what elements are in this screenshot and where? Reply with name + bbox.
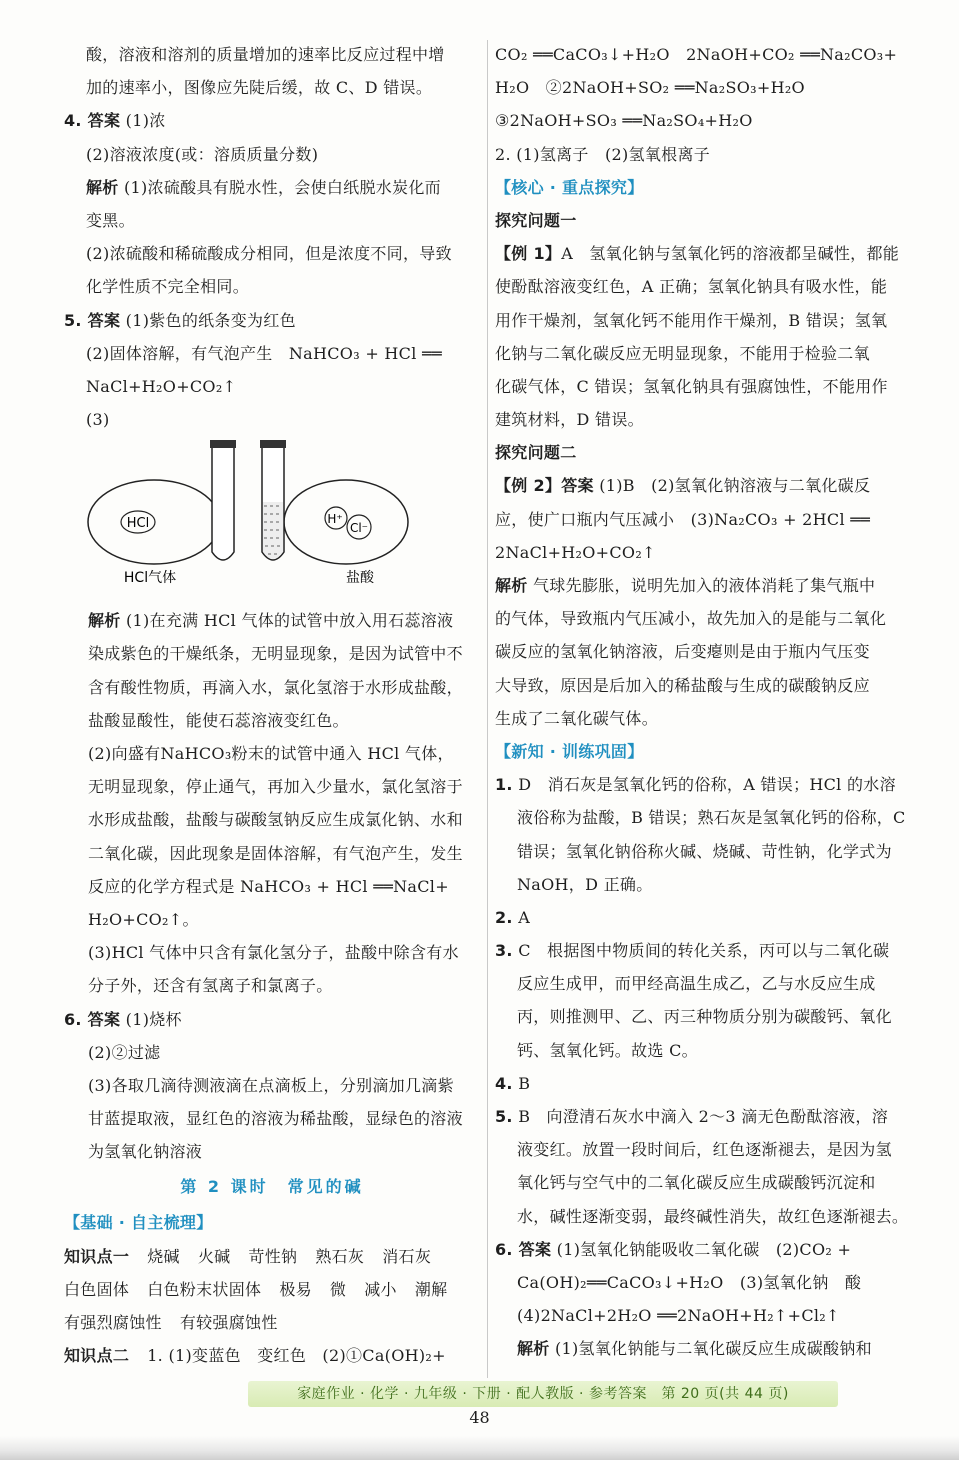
line-text: (2)向盛有NaHCO₃粉末的试管中通入 HCl 气体， bbox=[88, 744, 454, 763]
answer-word: 火碱 bbox=[197, 1246, 231, 1266]
text-line bbox=[495, 602, 909, 635]
line-text: 应，使广口瓶内气压减小 (3)Na₂CO₃ + 2HCl ══ bbox=[495, 509, 871, 529]
text-line bbox=[64, 1069, 480, 1102]
text-line bbox=[495, 635, 909, 668]
kp1-label: 知识点一 bbox=[64, 1246, 130, 1266]
answer-word: 烧碱 bbox=[147, 1246, 180, 1266]
text-line bbox=[64, 38, 480, 71]
text-line bbox=[64, 171, 480, 204]
line-text: 的气体，导致瓶内气压减小，故先加入的是能与二氧化 bbox=[495, 609, 887, 629]
gas-molecule-label: HCl bbox=[126, 516, 150, 532]
practice-block bbox=[495, 768, 909, 1365]
left-text-block-1 bbox=[64, 38, 480, 436]
line-text: (1)在充满 HCl 气体的试管中放入用石蕊溶液 bbox=[120, 611, 454, 631]
answer-word: 潮解 bbox=[414, 1279, 448, 1299]
line-text: 含有酸性物质，再滴入水，氯化氢溶于水形成盐酸， bbox=[88, 677, 463, 697]
text-line bbox=[64, 337, 480, 370]
text-line bbox=[64, 1003, 480, 1036]
line-text: (1)紫色的纸条变为红色 bbox=[120, 310, 296, 330]
text-line bbox=[64, 1102, 480, 1135]
text-line bbox=[495, 835, 909, 868]
text-line bbox=[495, 569, 909, 602]
section-core-row bbox=[495, 171, 909, 204]
line-text: 无明显现象，停止通气，再加入少量水，氯化氢溶于 bbox=[88, 777, 463, 797]
label-prefix: 6. 答案 bbox=[495, 1239, 552, 1259]
line-text: (1)B (2)氢氧化钠溶液与二氧化碳反 bbox=[593, 476, 871, 496]
text-line bbox=[64, 138, 480, 171]
text-line bbox=[495, 138, 909, 171]
line-text: 钙、氢氧化钙。故选 C。 bbox=[517, 1040, 698, 1060]
line-text: 液俗称为盐酸，B 错误；熟石灰是氢氧化钙的俗称，C bbox=[517, 808, 906, 828]
page-edge-shadow bbox=[0, 1436, 959, 1460]
text-line bbox=[495, 337, 909, 370]
text-line bbox=[64, 637, 480, 670]
tube-left bbox=[210, 440, 236, 560]
text-line bbox=[495, 1266, 909, 1299]
line-text: 化学性质不完全相同。 bbox=[86, 277, 250, 297]
question-1-heading: 探究问题一 bbox=[495, 210, 577, 230]
kp2-row bbox=[64, 1339, 480, 1372]
line-text: 使酚酞溶液变红色，A 正确；氢氧化钠具有吸水性，能 bbox=[495, 277, 888, 297]
text-line bbox=[495, 669, 909, 702]
text-line bbox=[495, 1200, 909, 1233]
line-text: 为氢氧化钠溶液 bbox=[88, 1142, 203, 1162]
text-line bbox=[64, 837, 480, 870]
line-text: (1)氢氧化钠能吸收二氧化碳 (2)CO₂ + bbox=[551, 1239, 852, 1259]
line-text: (2)浓硫酸和稀硫酸成分相同，但是浓度不同，导致 bbox=[86, 244, 452, 264]
left-text-block-2 bbox=[64, 604, 480, 1168]
text-line bbox=[495, 1067, 909, 1100]
label-prefix: 解析 bbox=[88, 611, 121, 631]
text-line bbox=[64, 403, 480, 436]
text-line bbox=[495, 237, 909, 270]
left-column bbox=[64, 38, 480, 1372]
line-text: 化钠与二氧化碳反应无明显现象，不能用于检验二氧 bbox=[495, 343, 870, 363]
line-text: 加的速率小，图像应先陡后缓，故 C、D 错误。 bbox=[86, 78, 433, 98]
text-line bbox=[64, 1135, 480, 1168]
kp2-label: 知识点二 bbox=[64, 1346, 130, 1366]
text-line bbox=[64, 304, 480, 337]
text-line bbox=[64, 936, 480, 969]
text-line bbox=[495, 38, 909, 71]
line-text: (3)HCl 气体中只含有氯化氢分子，盐酸中除含有水 bbox=[88, 943, 459, 963]
answer-word: 极易 bbox=[279, 1279, 312, 1299]
line-text: 分子外，还含有氢离子和氯离子。 bbox=[88, 976, 333, 996]
text-line bbox=[64, 803, 480, 836]
text-line bbox=[495, 370, 909, 403]
answer-word: 有强烈腐蚀性 bbox=[64, 1313, 162, 1332]
text-line bbox=[64, 270, 480, 303]
line-text: A 氢氧化钠与氢氧化钙的溶液都呈碱性，都能 bbox=[561, 244, 900, 264]
hcl-diagram-svg bbox=[64, 436, 480, 604]
ion-h-label: H⁺ bbox=[327, 512, 343, 527]
text-line bbox=[64, 237, 480, 270]
text-line bbox=[495, 1233, 909, 1266]
text-line bbox=[495, 1299, 909, 1332]
text-line bbox=[64, 969, 480, 1002]
line-text: 反应的化学方程式是 NaHCO₃ + HCl ══NaCl+ bbox=[88, 876, 449, 896]
line-text: (2)溶液浓度(或：溶质质量分数) bbox=[86, 144, 319, 164]
line-text: 大导致，原因是后加入的稀盐酸与生成的碳酸钠反应 bbox=[495, 675, 870, 695]
example-2-block bbox=[495, 469, 909, 735]
answer-word: 白色粉末状固体 bbox=[147, 1279, 262, 1299]
section-basic-row bbox=[64, 1206, 480, 1239]
text-line bbox=[64, 671, 480, 704]
line-text: 液变红。放置一段时间后，红色逐渐褪去，是因为氢 bbox=[517, 1140, 892, 1160]
line-text: Ca(OH)₂══CaCO₃↓+H₂O (3)氢氧化钠 酸 bbox=[517, 1272, 862, 1292]
hcl-diagram bbox=[64, 436, 480, 604]
line-text: (1)烧杯 bbox=[120, 1009, 182, 1029]
text-line bbox=[495, 304, 909, 337]
answer-word: 苛性钠 bbox=[248, 1246, 298, 1266]
answer-word: 有较强腐蚀性 bbox=[179, 1313, 278, 1332]
answer-word: 白色固体 bbox=[64, 1279, 130, 1299]
text-line bbox=[495, 901, 909, 934]
kp1-items bbox=[147, 1247, 449, 1266]
tube-right bbox=[260, 440, 286, 560]
text-line bbox=[495, 868, 909, 901]
line-text: (1)浓 bbox=[120, 111, 166, 131]
text-line bbox=[495, 469, 909, 502]
label-prefix: 2. bbox=[495, 907, 513, 927]
text-line bbox=[495, 934, 909, 967]
line-text: (3)各取几滴待测液滴在点滴板上，分别滴加几滴紫 bbox=[88, 1075, 454, 1095]
line-text: NaCl+H₂O+CO₂↑ bbox=[86, 376, 237, 396]
text-line bbox=[495, 503, 909, 536]
line-text: 变黑。 bbox=[86, 210, 135, 230]
line-text: 建筑材料，D 错误。 bbox=[495, 410, 644, 430]
ions bbox=[325, 507, 371, 539]
gas-molecule bbox=[121, 511, 155, 533]
label-prefix: 3. bbox=[495, 941, 513, 961]
text-line bbox=[64, 737, 480, 770]
text-line bbox=[495, 967, 909, 1000]
label-prefix: 1. bbox=[495, 775, 513, 795]
text-line bbox=[64, 604, 480, 637]
text-line bbox=[495, 104, 909, 137]
line-text: (4)2NaCl+2H₂O ══2NaOH+H₂↑+Cl₂↑ bbox=[517, 1306, 840, 1326]
acid-label: 盐酸 bbox=[346, 570, 374, 587]
line-text: NaOH，D 正确。 bbox=[517, 874, 653, 894]
line-text: 反应生成甲，而甲经高温生成乙，乙与水反应生成 bbox=[517, 974, 876, 994]
section-new-row bbox=[495, 735, 909, 768]
text-line bbox=[495, 536, 909, 569]
gas-ellipse bbox=[88, 480, 220, 564]
line-text: (1)浓硫酸具有脱水性，会使白纸脱水炭化而 bbox=[118, 177, 441, 197]
line-text: 2. (1)氢离子 (2)氢氧根离子 bbox=[495, 144, 711, 164]
line-text: 水形成盐酸，盐酸与碳酸氢钠反应生成氯化钠、水和 bbox=[88, 810, 463, 830]
line-text: 错误；氢氧化钠俗称火碱、烧碱、苛性钠，化学式为 bbox=[517, 841, 892, 861]
text-line bbox=[64, 204, 480, 237]
kp2-text: 1. (1)变蓝色 变红色 (2)①Ca(OH)₂+ bbox=[147, 1346, 446, 1366]
gas-label: HCl气体 bbox=[123, 570, 177, 587]
text-line bbox=[495, 1100, 909, 1133]
question-2-heading: 探究问题二 bbox=[495, 443, 577, 463]
line-text: A bbox=[512, 907, 531, 927]
right-text-block-1 bbox=[495, 38, 909, 171]
section-basic-heading: 【基础 · 自主梳理】 bbox=[64, 1213, 213, 1233]
label-prefix: 解析 bbox=[517, 1339, 550, 1359]
text-line bbox=[495, 270, 909, 303]
line-text: 碳反应的氢氧化钠溶液，后变瘪则是由于瓶内气压变 bbox=[495, 642, 870, 662]
column-divider bbox=[487, 40, 488, 1378]
text-line bbox=[495, 1166, 909, 1199]
text-line bbox=[495, 1034, 909, 1067]
line-text: 水，碱性逐渐变弱，最终碱性消失，故红色逐渐褪去。 bbox=[517, 1206, 909, 1226]
text-line bbox=[64, 870, 480, 903]
lesson-title: 第 2 课时 常见的碱 bbox=[180, 1177, 364, 1197]
line-text: 化碳气体，C 错误；氢氧化钠具有强腐蚀性，不能用作 bbox=[495, 376, 888, 396]
line-text: B bbox=[512, 1073, 531, 1093]
line-text: C 根据图中物质间的转化关系，丙可以与二氧化碳 bbox=[512, 941, 890, 961]
line-text: 气球先膨胀，说明先加入的液体消耗了集气瓶中 bbox=[527, 576, 876, 595]
text-line bbox=[64, 1036, 480, 1069]
label-prefix: 解析 bbox=[86, 177, 119, 197]
text-line bbox=[64, 71, 480, 104]
label-prefix: 5. bbox=[495, 1107, 513, 1126]
line-text: 盐酸显酸性，能使石蕊溶液变红色。 bbox=[88, 710, 349, 730]
section-new-heading: 【新知 · 训练巩固】 bbox=[495, 741, 644, 761]
line-text: 丙，则推测甲、乙、丙三种物质分别为碳酸钙、氧化 bbox=[517, 1007, 892, 1027]
section-core-heading: 【核心 · 重点探究】 bbox=[495, 177, 644, 197]
text-line bbox=[495, 403, 909, 436]
line-text: 甘蓝提取液，显红色的溶液为稀盐酸，显绿色的溶液 bbox=[88, 1109, 463, 1129]
line-text: CO₂ ══CaCO₃↓+H₂O 2NaOH+CO₂ ══Na₂CO₃+ bbox=[495, 45, 898, 64]
answer-word: 消石灰 bbox=[382, 1246, 432, 1266]
text-line bbox=[495, 1133, 909, 1166]
label-prefix: 解析 bbox=[495, 576, 528, 595]
text-line bbox=[64, 370, 480, 403]
kp1-row bbox=[64, 1240, 480, 1273]
answer-word: 熟石灰 bbox=[315, 1246, 365, 1266]
label-prefix: 4. 答案 bbox=[64, 111, 121, 131]
text-line bbox=[64, 104, 480, 137]
line-text: 用作干燥剂，氢氧化钙不能用作干燥剂，B 错误；氢氧 bbox=[495, 310, 888, 330]
line-text: (1)氢氧化钠能与二氧化碳反应生成碳酸钠和 bbox=[549, 1339, 872, 1359]
text-line bbox=[495, 768, 909, 801]
line-text: H₂O ②2NaOH+SO₂ ══Na₂SO₃+H₂O bbox=[495, 78, 805, 98]
page-number: 48 bbox=[469, 1408, 490, 1427]
label-prefix: 5. 答案 bbox=[64, 310, 121, 330]
text-line bbox=[64, 903, 480, 936]
line-text: H₂O+CO₂↑。 bbox=[88, 909, 199, 929]
line-text: 生成了二氧化碳气体。 bbox=[495, 708, 659, 728]
label-prefix: 6. 答案 bbox=[64, 1009, 121, 1029]
line-text: ③2NaOH+SO₃ ══Na₂SO₄+H₂O bbox=[495, 111, 753, 131]
label-prefix: 4. bbox=[495, 1073, 513, 1093]
line-text: 氧化钙与空气中的二氧化碳反应生成碳酸钙沉淀和 bbox=[517, 1173, 876, 1193]
ion-cl-label: Cl⁻ bbox=[349, 521, 369, 536]
text-line bbox=[495, 1332, 909, 1365]
line-text: 酸，溶液和溶剂的质量增加的速率比反应过程中增 bbox=[86, 45, 445, 64]
text-line bbox=[495, 71, 909, 104]
label-prefix: 【例 1】 bbox=[495, 244, 562, 264]
line-text: B 向澄清石灰水中滴入 2～3 滴无色酚酞溶液，溶 bbox=[512, 1107, 888, 1126]
text-line bbox=[495, 801, 909, 834]
text-line bbox=[495, 702, 909, 735]
kp1-line2 bbox=[64, 1273, 480, 1306]
right-column bbox=[495, 38, 909, 1366]
footer-band: 家庭作业 · 化学 · 九年级 · 下册 · 配人教版 · 参考答案 第 20 页(共 44 页) bbox=[248, 1381, 838, 1407]
text-line bbox=[64, 704, 480, 737]
line-text: (2)②过滤 bbox=[88, 1042, 161, 1062]
line-text: D 消石灰是氢氧化钙的俗称，A 错误；HCl 的水溶 bbox=[512, 775, 896, 795]
label-prefix: 【例 2】答案 bbox=[495, 476, 594, 496]
text-line bbox=[495, 1000, 909, 1033]
line-text: (2)固体溶解，有气泡产生 NaHCO₃ + HCl ══ bbox=[86, 343, 442, 363]
example-1-block bbox=[495, 237, 909, 436]
line-text: 2NaCl+H₂O+CO₂↑ bbox=[495, 542, 656, 562]
line-text: 二氧化碳，因此现象是固体溶解，有气泡产生，发生 bbox=[88, 843, 463, 863]
line-text: (3) bbox=[86, 410, 110, 430]
kp1-line3 bbox=[64, 1306, 480, 1339]
answer-word: 微 bbox=[329, 1279, 347, 1299]
answer-word: 减小 bbox=[364, 1279, 397, 1299]
text-line bbox=[64, 770, 480, 803]
line-text: 染成紫色的干燥纸条，无明显现象，是因为试管中不 bbox=[88, 644, 463, 664]
